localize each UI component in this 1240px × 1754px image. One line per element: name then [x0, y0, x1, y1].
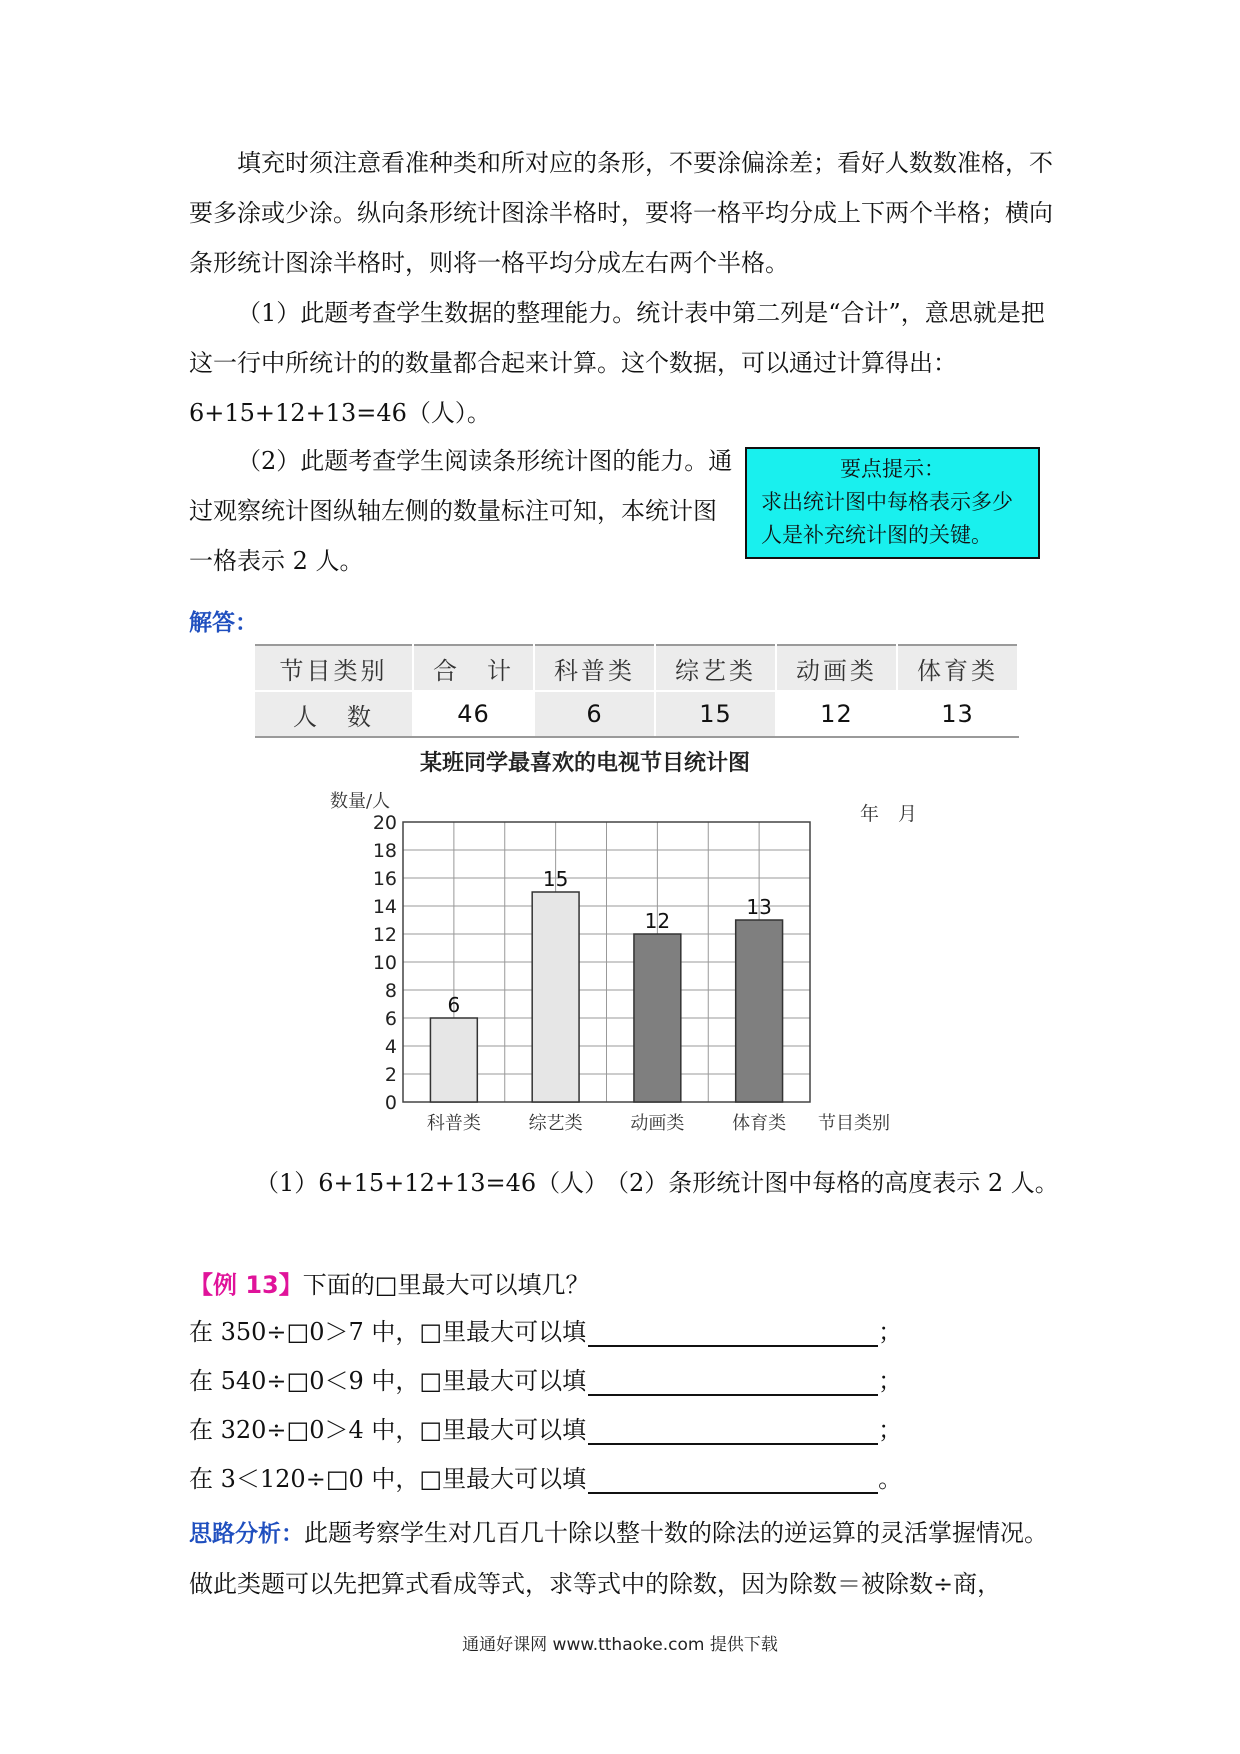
x-tick-label: 综艺类 — [528, 1113, 583, 1134]
fill-blank-question — [189, 1459, 902, 1494]
answer-blank[interactable] — [588, 1319, 878, 1347]
y-tick-label: 4 — [384, 1036, 397, 1058]
data-label: 13 — [746, 895, 772, 919]
answer-blank[interactable] — [588, 1417, 878, 1445]
bar — [634, 934, 681, 1102]
table-cell: 13 — [897, 691, 1018, 737]
answer-2: （2）条形统计图中每格的高度表示 2 人。 — [605, 1169, 1059, 1197]
table-cell: 15 — [655, 691, 776, 737]
data-label: 15 — [542, 867, 569, 891]
question-text: 在 320÷□0＞4 中，□里最大可以填 — [189, 1416, 587, 1444]
example-question: 下面的□里最大可以填几？ — [302, 1271, 590, 1299]
analysis-paragraph — [189, 1508, 1059, 1609]
intro-paragraph-1: 填充时须注意看准种类和所对应的条形，不要涂偏涂差；看好人数数准格，不要多涂或少涂。纵向条形统计图涂半格时，要将一格平均分成上下两个半格；横向条形统计图涂半格时，则将一格平均分成左右两个半格。 — [189, 149, 1053, 277]
table-cell: 6 — [534, 691, 655, 737]
question-end: ； — [878, 1318, 903, 1346]
tip-body: 求出统计图中每格表示多少人是补充统计图的关键。 — [761, 490, 1013, 547]
fill-blank-question — [189, 1361, 902, 1396]
y-tick-label: 8 — [384, 980, 397, 1002]
answer-blank[interactable] — [588, 1466, 878, 1494]
y-tick-label: 10 — [372, 952, 397, 974]
y-tick-label: 0 — [384, 1092, 397, 1114]
example-question-line — [189, 1260, 589, 1310]
table-header: 综艺类 — [655, 645, 776, 691]
fill-blank-question — [189, 1410, 902, 1445]
bar-chart — [300, 745, 918, 1135]
question-end: 。 — [878, 1465, 903, 1493]
fill-blank-question — [189, 1312, 902, 1347]
chart-title: 某班同学最喜欢的电视节目统计图 — [419, 751, 751, 776]
question-text: 在 350÷□0＞7 中，□里最大可以填 — [189, 1318, 587, 1346]
x-tick-label: 科普类 — [426, 1113, 481, 1134]
date-label: 年 月 — [860, 803, 918, 825]
question-end: ； — [878, 1416, 903, 1444]
answer-1: （1）6+15+12+13=46（人） — [255, 1169, 609, 1197]
y-tick-label: 14 — [372, 896, 397, 918]
table-cell: 46 — [413, 691, 534, 737]
x-axis-label: 节目类别 — [818, 1113, 890, 1134]
example-tag: 【例 13】 — [189, 1271, 303, 1299]
key-tip-box — [745, 447, 1040, 559]
intro-paragraph-2: （1）此题考查学生数据的整理能力。统计表中第二列是“合计”，意思就是把这一行中所统计的的数量都合起来计算。这个数据，可以通过计算得出：6+15+12+13=46（人）。 — [189, 299, 1045, 427]
y-tick-label: 16 — [372, 868, 397, 890]
y-tick-label: 6 — [384, 1008, 397, 1030]
table-header: 动画类 — [776, 645, 897, 691]
question-end: ； — [878, 1367, 903, 1395]
data-label: 6 — [447, 993, 461, 1017]
answer-heading: 解答： — [189, 610, 258, 636]
analysis-text: 此题考察学生对几百几十除以整十数的除法的逆运算的灵活掌握情况。做此类题可以先把算式看成等式，求等式中的除数，因为除数＝被除数÷商， — [189, 1519, 1048, 1598]
table-header: 合 计 — [413, 645, 534, 691]
question-text: 在 3＜120÷□0 中，□里最大可以填 — [189, 1465, 587, 1493]
table-row-label: 人 数 — [255, 691, 413, 737]
y-tick-label: 18 — [372, 840, 397, 862]
tip-title: 要点提示： — [840, 457, 945, 481]
x-tick-label: 体育类 — [732, 1113, 787, 1134]
bar — [736, 920, 783, 1102]
analysis-label: 思路分析： — [189, 1521, 304, 1547]
table-header: 体育类 — [897, 645, 1018, 691]
table-cell: 12 — [776, 691, 897, 737]
bar — [430, 1018, 477, 1102]
y-axis-label: 数量/人 — [330, 791, 391, 812]
intro-paragraph-3: （2）此题考查学生阅读条形统计图的能力。通过观察统计图纵轴左侧的数量标注可知，本统计图一格表示 2 人。 — [189, 447, 733, 575]
y-tick-label: 12 — [372, 924, 397, 946]
page-footer: 通通好课网 www.tthaoke.com 提供下载 — [462, 1635, 778, 1655]
table-header: 科普类 — [534, 645, 655, 691]
table-header: 节目类别 — [255, 645, 413, 691]
answer-blank[interactable] — [588, 1368, 878, 1396]
y-tick-label: 2 — [384, 1064, 397, 1086]
statistics-table — [255, 644, 1019, 738]
x-tick-label: 动画类 — [630, 1113, 685, 1134]
data-label: 12 — [644, 909, 671, 933]
y-tick-label: 20 — [372, 812, 397, 834]
bar — [532, 892, 579, 1102]
question-text: 在 540÷□0＜9 中，□里最大可以填 — [189, 1367, 587, 1395]
